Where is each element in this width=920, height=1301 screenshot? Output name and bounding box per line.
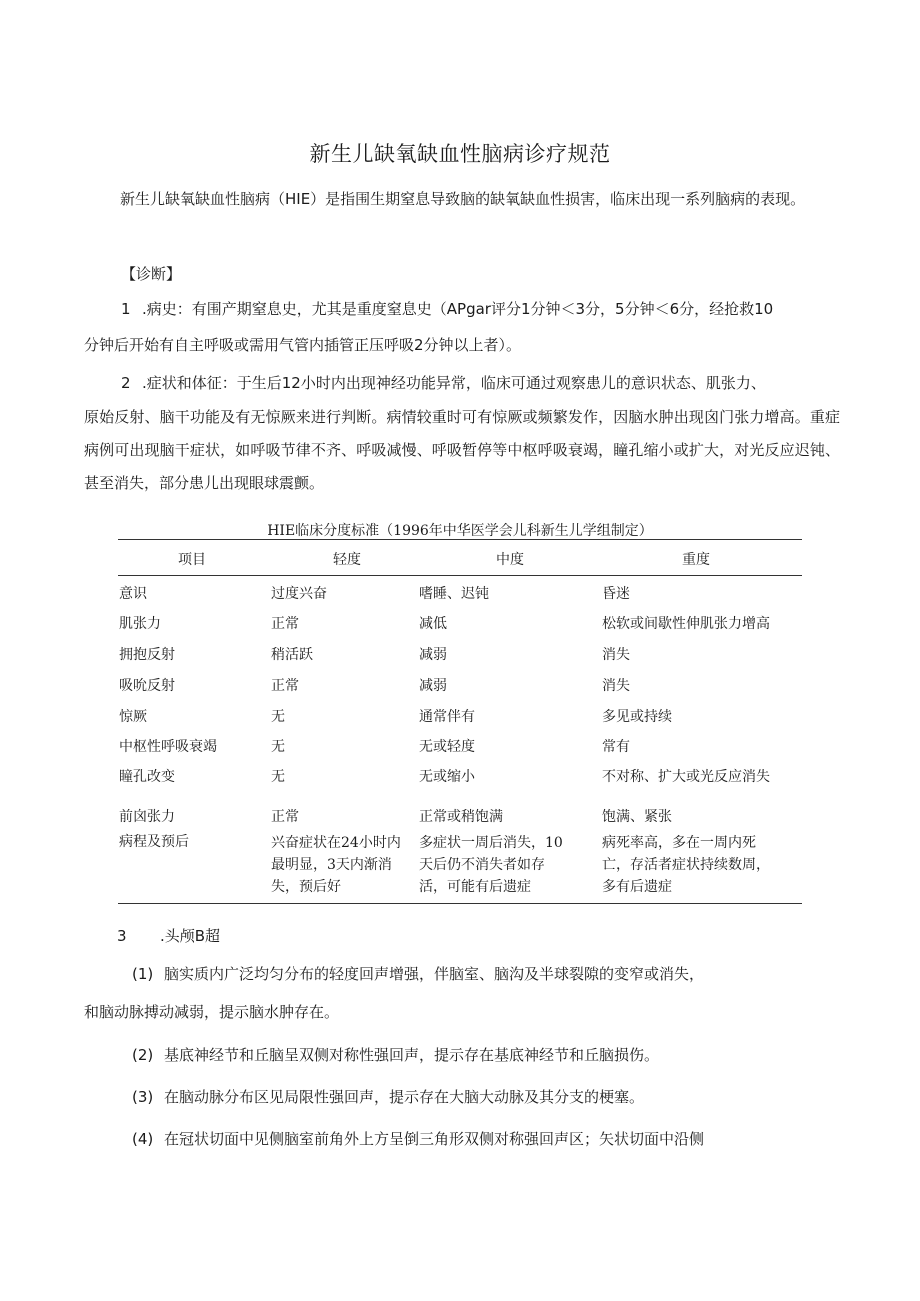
table-cell: 正常 [271,616,299,632]
table-cell: 多症状一周后消失，10天后仍不消失者如存活，可能有后遗症 [419,835,563,895]
ultrasound-text-1: 脑实质内广泛均匀分布的轻度回声增强，伴脑室、脑沟及半球裂隙的变窄或消失， [164,965,705,983]
table-cell: 无或轻度 [419,739,475,755]
table-cell: 意识 [119,586,147,602]
table-cell: 昏迷 [602,586,630,602]
table-cell: 正常 [271,809,299,825]
table-cell: 无 [271,709,285,725]
table-cell: 兴奋症状在24小时内最明显，3天内渐消失，预后好 [271,835,401,895]
table-header-severe: 重度 [682,552,710,568]
table-cell: 正常 [271,678,299,694]
table-cell: 无或缩小 [419,769,475,785]
table-cell: 常有 [602,739,630,755]
item2-number: 2 [121,374,131,392]
table-bottom-rule [118,903,802,904]
table-cell: 消失 [602,678,630,694]
table-top-rule [118,539,802,540]
table-cell: 多见或持续 [602,709,672,725]
item2-text-rest: 原始反射、脑干功能及有无惊厥来进行判断。病情较重时可有惊厥或频繁发作，因脑水肿出现囟门张力增高。重症病例可出现脑干症状，如呼吸节律不齐、呼吸减慢、呼吸暂停等中枢呼吸衰竭，瞳孔缩小或扩大，对光反应迟钝、甚至消失，部分患儿出现眼球震颤。 [84,408,840,492]
table-cell: 稍活跃 [271,647,313,663]
table-cell: 病死率高，多在一周内死亡，存活者症状持续数周，多有后遗症 [602,835,770,895]
table-cell: 肌张力 [119,616,161,632]
table-header-rule [118,575,802,576]
ultrasound-num-2: (2) [132,1046,154,1064]
table-header-item: 项目 [178,552,206,568]
table-header-moderate: 中度 [496,552,524,568]
table-cell: 过度兴奋 [271,586,327,602]
table-cell: 饱满、紧张 [602,809,672,825]
table-cell: 无 [271,739,285,755]
table-cell: 嗜睡、迟钝 [419,586,489,602]
table-cell: 减弱 [419,678,447,694]
table-cell: 病程及预后 [119,834,189,850]
ultrasound-text-4: 在冠状切面中见侧脑室前角外上方呈倒三角形双侧对称强回声区；矢状切面中沿侧 [164,1130,705,1148]
item2-text-line1: .症状和体征：于生后12小时内出现神经功能异常，临床可通过观察患儿的意识状态、肌张力、 [142,374,766,392]
item3-heading: .头颅B超 [160,927,221,945]
table-cell: 前囟张力 [119,809,175,825]
item1-text-line2: 分钟后开始有自主呼吸或需用气管内插管正压呼吸2分钟以上者）。 [84,336,522,354]
ultrasound-num-4: (4) [132,1130,154,1148]
ultrasound-num-1: (1) [132,965,154,983]
intro-paragraph: 新生儿缺氧缺血性脑病（HIE）是指围生期窒息导致脑的缺氧缺血性损害，临床出现一系列脑病的表现。 [120,190,806,208]
table-cell: 吸吮反射 [119,678,175,694]
item3-number: 3 [117,927,127,945]
table-cell: 中枢性呼吸衰竭 [119,739,217,755]
table-cell: 通常伴有 [419,709,475,725]
table-cell: 松软或间歇性伸肌张力增高 [602,616,770,632]
table-cell: 不对称、扩大或光反应消失 [602,769,770,785]
table-header-mild: 轻度 [333,552,361,568]
table-cell: 瞳孔改变 [119,769,175,785]
ultrasound-text-1b: 和脑动脉搏动减弱，提示脑水肿存在。 [84,1003,340,1021]
ultrasound-num-3: (3) [132,1088,154,1106]
table-cell: 惊厥 [119,709,147,725]
page-title: 新生儿缺氧缺血性脑病诊疗规范 [309,142,611,166]
table-cell: 减低 [419,616,447,632]
ultrasound-text-2: 基底神经节和丘脑呈双侧对称性强回声，提示存在基底神经节和丘脑损伤。 [164,1046,660,1064]
table-cell: 正常或稍饱满 [419,809,503,825]
table-cell: 消失 [602,647,630,663]
table-cell: 无 [271,769,285,785]
item1-number: 1 [121,300,131,318]
diagnosis-heading: 【诊断】 [121,265,182,283]
table-caption: HIE临床分度标准（1996年中华医学会儿科新生儿学组制定） [267,523,653,539]
table-cell: 拥抱反射 [119,647,175,663]
table-cell: 减弱 [419,647,447,663]
item1-text-line1: .病史：有围产期窒息史，尤其是重度窒息史（APgar评分1分钟＜3分，5分钟＜6分，经抢救10 [142,300,774,318]
ultrasound-text-3: 在脑动脉分布区见局限性强回声，提示存在大脑大动脉及其分支的梗塞。 [164,1088,645,1106]
